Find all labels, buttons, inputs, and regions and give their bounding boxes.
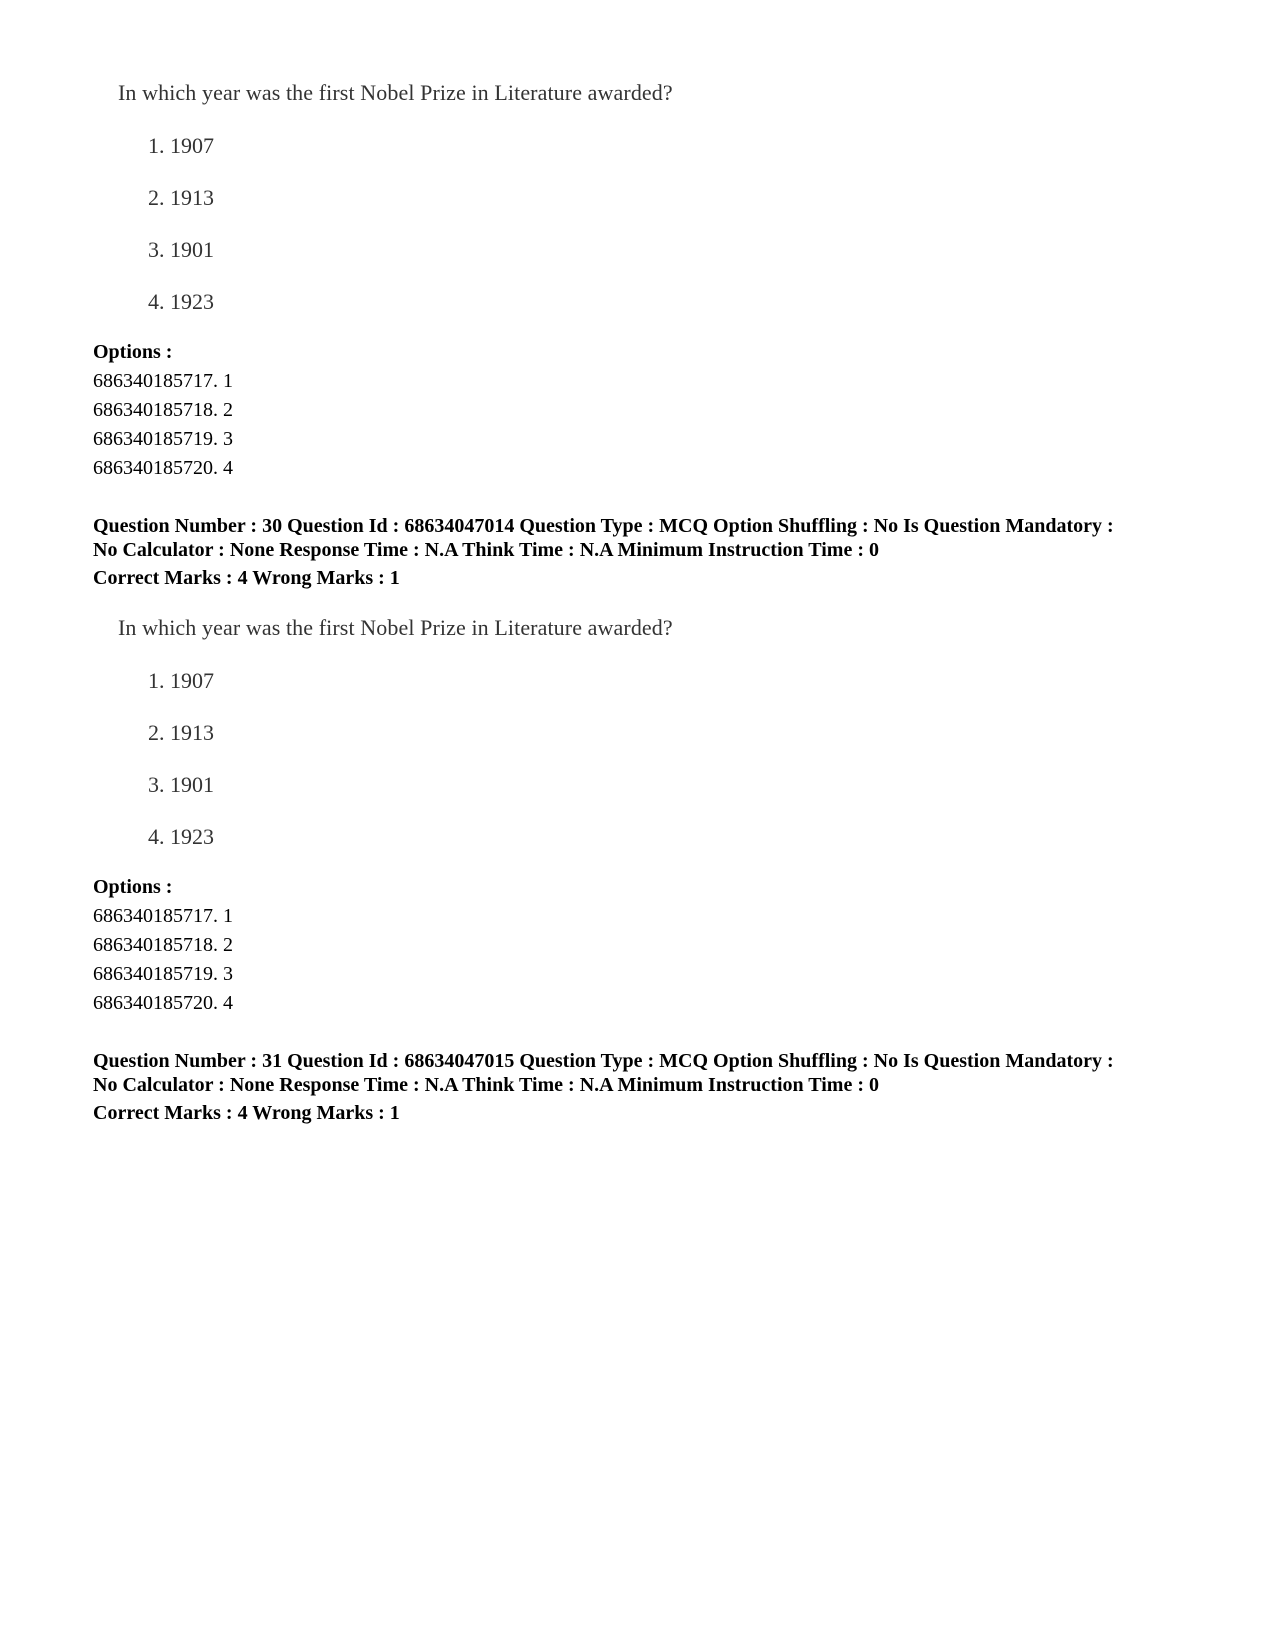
options-list-1: [93, 338, 233, 483]
choice-4: 4. 1923: [148, 289, 214, 314]
option-line: 686340185719. 3: [93, 963, 233, 985]
question-text: In which year was the first Nobel Prize in Literature awarded?: [118, 80, 673, 105]
option-line: 686340185718. 2: [93, 399, 233, 421]
choice-1: 1. 1907: [148, 133, 214, 158]
question-meta-line: Question Number : 31 Question Id : 68634047015 Question Type : MCQ Option Shuffling : No Is Question Mandatory :: [93, 1050, 1114, 1072]
option-line: 686340185717. 1: [93, 370, 233, 392]
question-meta-line: No Calculator : None Response Time : N.A Think Time : N.A Minimum Instruction Time : 0: [93, 539, 879, 561]
question-meta-line: Question Number : 30 Question Id : 68634047014 Question Type : MCQ Option Shuffling : No Is Question Mandatory :: [93, 515, 1114, 537]
choice-1: 1. 1907: [148, 668, 214, 693]
option-line: 686340185718. 2: [93, 934, 233, 956]
option-line: 686340185720. 4: [93, 992, 233, 1014]
choice-3: 3. 1901: [148, 772, 214, 797]
marks-line: Correct Marks : 4 Wrong Marks : 1: [93, 567, 400, 589]
question-meta-line: No Calculator : None Response Time : N.A Think Time : N.A Minimum Instruction Time : 0: [93, 1074, 879, 1096]
option-line: 686340185720. 4: [93, 457, 233, 479]
choice-2: 2. 1913: [148, 185, 214, 210]
choice-4: 4. 1923: [148, 824, 214, 849]
choice-3: 3. 1901: [148, 237, 214, 262]
option-line: 686340185719. 3: [93, 428, 233, 450]
choice-2: 2. 1913: [148, 720, 214, 745]
question-meta-30: [93, 514, 1243, 590]
options-title: Options :: [93, 876, 173, 898]
options-title: Options :: [93, 341, 173, 363]
option-line: 686340185717. 1: [93, 905, 233, 927]
question-meta-31: [93, 1049, 1243, 1125]
marks-line: Correct Marks : 4 Wrong Marks : 1: [93, 1102, 400, 1124]
options-list-2: [93, 873, 233, 1018]
question-text: In which year was the first Nobel Prize in Literature awarded?: [118, 615, 673, 640]
